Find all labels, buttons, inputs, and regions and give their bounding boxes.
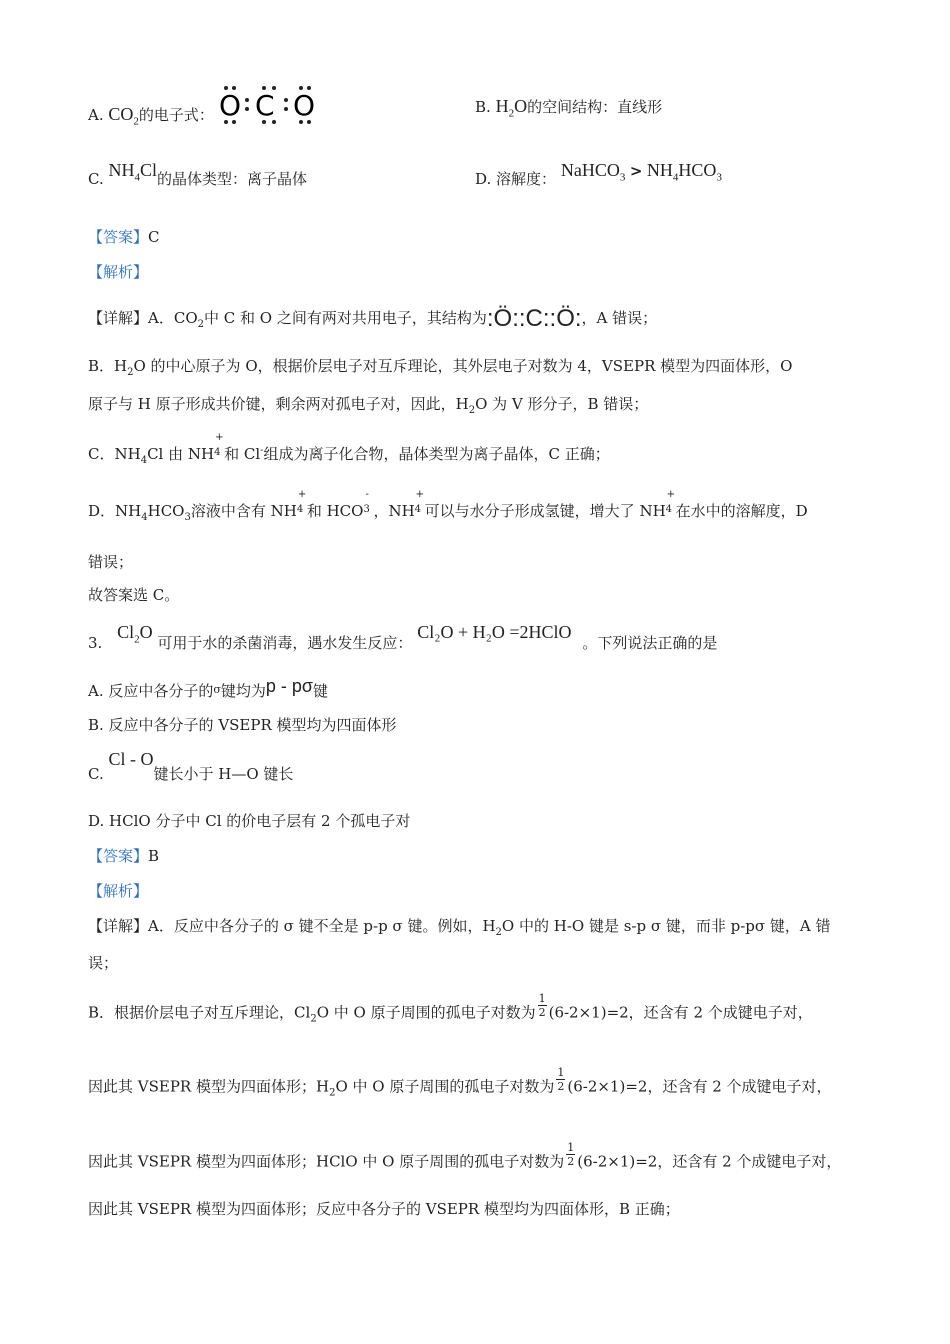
q3-detail-a-line1: 【详解】A．反应中各分子的 σ 键不全是 p-p σ 键。例如，$H_2O$ 中的 H-O 键是 s-p σ 键，而非 p-pσ 键，A 错: [88, 917, 831, 938]
option-b-formula: $H_2O$: [495, 96, 528, 120]
option-b-prefix: B.: [475, 98, 491, 116]
q2-detail-c: C．$NH_4Cl$ 由 NH + $^4$ 和 Cl-组成为离子化合物，晶体类型为离子晶体，C 正确；: [88, 432, 610, 466]
q3-detail-a-line2: 误；: [88, 954, 119, 972]
q2-detail-b-line1: B．$H_2O$ 的中心原子为 O，根据价层电子对互斥理论，其外层电子对数为 4，VSEPR 模型为四面体形，O: [88, 357, 793, 378]
q3-stem: 3. $Cl_2O$ 可用于水的杀菌消毒，遇水发生反应： Cl₂O + H₂O =2HClO 。下列说法正确的是: [88, 622, 718, 652]
option-c: [88, 160, 308, 196]
option-a-formula: $CO_2$: [108, 104, 139, 128]
q3-number: 3.: [88, 634, 103, 652]
option-a: [88, 89, 319, 136]
option-c-text: 的晶体类型：离子晶体: [157, 170, 308, 188]
option-c-prefix: C.: [88, 170, 104, 188]
q3-option-c: C. Cl - O键长小于 H—O 键长: [88, 749, 294, 783]
q2-detail-b-line2: 原子与 H 原子形成共价键，剩余两对孤电子对，因此，$H_2O$ 为 V 形分子，B 错误；: [88, 395, 649, 416]
q2-analysis-label: 【解析】: [88, 263, 149, 281]
q3-detail-b-line2: 因此其 VSEPR 模型为四面体形；$H_2O$ 中 O 原子周围的孤电子对数为 $\frac{1}{2}$ (6-2×1)=2，还含有 2 个成键电子对，: [88, 1066, 832, 1099]
option-b-text: 的空间结构：直线形: [527, 98, 663, 116]
co2-lewis-structure: [219, 90, 319, 130]
option-a-prefix: A.: [88, 106, 104, 124]
q3-detail-b-line4: 因此其 VSEPR 模型为四面体形；反应中各分子的 VSEPR 模型均为四面体形，B 正确；: [88, 1200, 680, 1218]
option-d-formula: NaHCO$_3$ > $NH_4HCO_3$: [560, 160, 722, 184]
q2-detail-d: D．$NH_4HCO_3$溶液中含有 NH + $^4$ 和 HCO - $^3$ ，NH + $^4$ 可以与水分子形成氢键，增大了 NH + $^4$ 在水中的溶解度，D: [88, 489, 808, 523]
q3-option-a: A. 反应中各分子的$^\sigma$键均为p - pσ键: [88, 676, 329, 700]
option-d-text: 溶解度：: [496, 170, 557, 188]
answer-label: 【答案】: [88, 228, 149, 246]
q3-equation: Cl₂O + H₂O =2HClO: [417, 622, 572, 642]
answer-value: C: [148, 228, 160, 246]
q3-option-b: B. 反应中各分子的 VSEPR 模型均为四面体形: [88, 716, 397, 734]
option-b: [475, 96, 662, 124]
q3-analysis-label: 【解析】: [88, 882, 149, 900]
fraction-half: $\frac{1}{2}$: [538, 992, 546, 1019]
option-d: [475, 160, 722, 196]
q3-detail-b-line3: 因此其 VSEPR 模型为四面体形；HClO 中 O 原子周围的孤电子对数为 $\frac{1}{2}$ (6-2×1)=2，还含有 2 个成键电子对，: [88, 1141, 842, 1171]
option-a-text: 的电子式：: [138, 106, 214, 124]
co2-inline-lewis: :Ö::C::Ö:: [486, 305, 582, 332]
option-c-formula: $NH_4Cl$: [108, 160, 158, 184]
fraction-half: $\frac{1}{2}$: [557, 1066, 565, 1093]
q2-answer: [88, 227, 160, 247]
lewis-o-left: O: [218, 89, 241, 122]
lewis-c: C: [254, 89, 275, 122]
q3-option-d: D. HClO 分子中 Cl 的价电子层有 2 个孤电子对: [88, 812, 411, 830]
q3-formula: $Cl_2O$: [117, 622, 153, 646]
q2-detail-a: 【详解】A．$CO_2$中 C 和 O 之间有两对共用电子，其结构为:Ö::C::Ö:，A 错误；: [88, 305, 658, 332]
q2-detail-d-line2: 错误；: [88, 553, 134, 571]
q3-detail-b-line1: B．根据价层电子对互斥理论，$Cl_2O$ 中 O 原子周围的孤电子对数为 $\frac{1}{2}$ (6-2×1)=2，还含有 2 个成键电子对，: [88, 992, 813, 1025]
q3-answer: 【答案】B: [88, 847, 160, 865]
lewis-o-right: O: [292, 89, 315, 122]
fraction-half: $\frac{1}{2}$: [567, 1141, 575, 1168]
option-d-prefix: D.: [475, 170, 492, 188]
q2-conclusion: 故答案选 C。: [88, 586, 180, 604]
